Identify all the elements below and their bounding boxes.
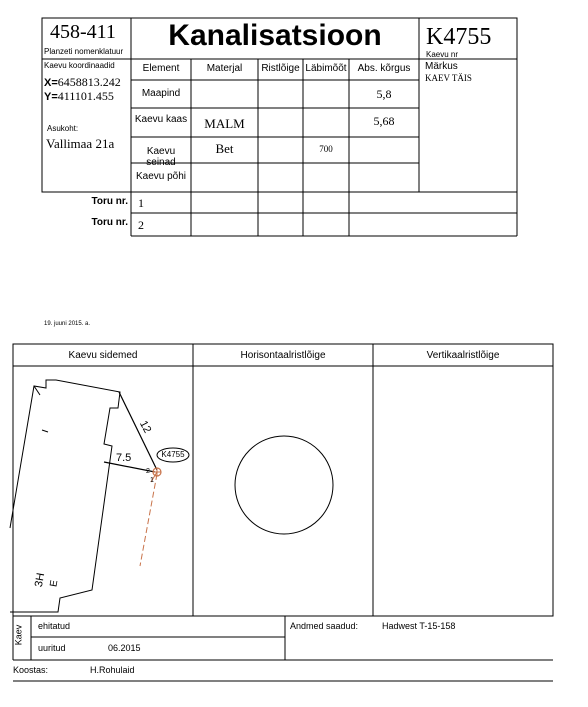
well-id: K4755 <box>426 24 492 50</box>
building-label-2: E <box>48 579 61 588</box>
author-label: Koostas: <box>13 665 49 675</box>
coord-x <box>44 75 121 90</box>
coord-y-value: 411101.455 <box>57 89 114 103</box>
row-diameter-3: 700 <box>319 144 333 154</box>
built-label: ehitatud <box>38 621 71 631</box>
pipe-number-2: 2 <box>138 218 144 232</box>
surveyed-label: uuritud <box>38 643 66 653</box>
pipe-label-2: Toru nr. <box>91 217 128 228</box>
author-value: H.Rohulaid <box>90 665 135 675</box>
building-outline <box>10 380 120 612</box>
pipe-mark-2: 2 <box>146 468 150 475</box>
col-header-height: Abs. kõrgus <box>357 63 411 74</box>
row-height-2: 5,68 <box>373 114 395 128</box>
nomenclature-code: 458-411 <box>50 21 116 43</box>
coord-x-value: 6458813.242 <box>57 75 121 89</box>
row-material-3: Bet <box>215 141 234 156</box>
footer-side-label: Kaev <box>13 624 24 646</box>
row-material-2: MALM <box>204 116 245 131</box>
coord-y <box>44 89 114 104</box>
well-circle <box>235 436 333 534</box>
nomenclature-label: Planzeti nomenklatuur <box>44 47 124 56</box>
row-height-1: 5,8 <box>376 87 392 101</box>
col-title-connections: Kaevu sidemed <box>68 350 138 361</box>
dimension-label-12: 12 <box>136 418 154 436</box>
row-element-1: Maapind <box>141 88 181 99</box>
row-element-4: Kaevu põhi <box>135 171 187 182</box>
col-header-section: Ristlõige <box>261 63 300 74</box>
well-id-label: Kaevu nr <box>426 50 459 59</box>
document-date: 19. juuni 2015. a. <box>44 321 91 327</box>
coords-label: Kaevu koordinaadid <box>44 61 115 70</box>
col-title-horizontal: Horisontaalristlõige <box>240 350 326 361</box>
well-tag-label: K4755 <box>161 450 185 459</box>
building-label-1: 3H <box>32 572 48 588</box>
pipe-label-1: Toru nr. <box>91 196 128 207</box>
row-element-3: Kaevu seinad <box>146 146 176 168</box>
pipe-line <box>140 472 157 566</box>
coord-x-label: X= <box>44 77 58 89</box>
col-header-remark: Märkus <box>425 61 458 72</box>
col-title-vertical: Vertikaalristlõige <box>426 350 500 361</box>
well-marker-icon <box>153 468 161 476</box>
data-source-value: Hadwest T-15-158 <box>382 621 456 631</box>
col-header-diameter: Läbimõõt <box>305 63 347 74</box>
col-header-material: Materjal <box>206 63 243 74</box>
location-value: Vallimaa 21a <box>46 136 115 151</box>
data-source-label: Andmed saadud: <box>290 621 359 631</box>
pipe-mark-1: 1 <box>150 477 154 484</box>
pipe-number-1: 1 <box>138 196 144 210</box>
page-title: Kanalisatsioon <box>168 19 382 52</box>
coord-y-label: Y= <box>44 91 58 103</box>
location-label: Asukoht: <box>47 124 79 133</box>
col-header-element: Element <box>142 63 180 74</box>
remark-value: KAEV TÄIS <box>425 73 472 83</box>
row-element-2: Kaevu kaas <box>134 114 188 125</box>
surveyed-value: 06.2015 <box>108 643 141 653</box>
dimension-label-7-5: 7.5 <box>116 452 132 464</box>
